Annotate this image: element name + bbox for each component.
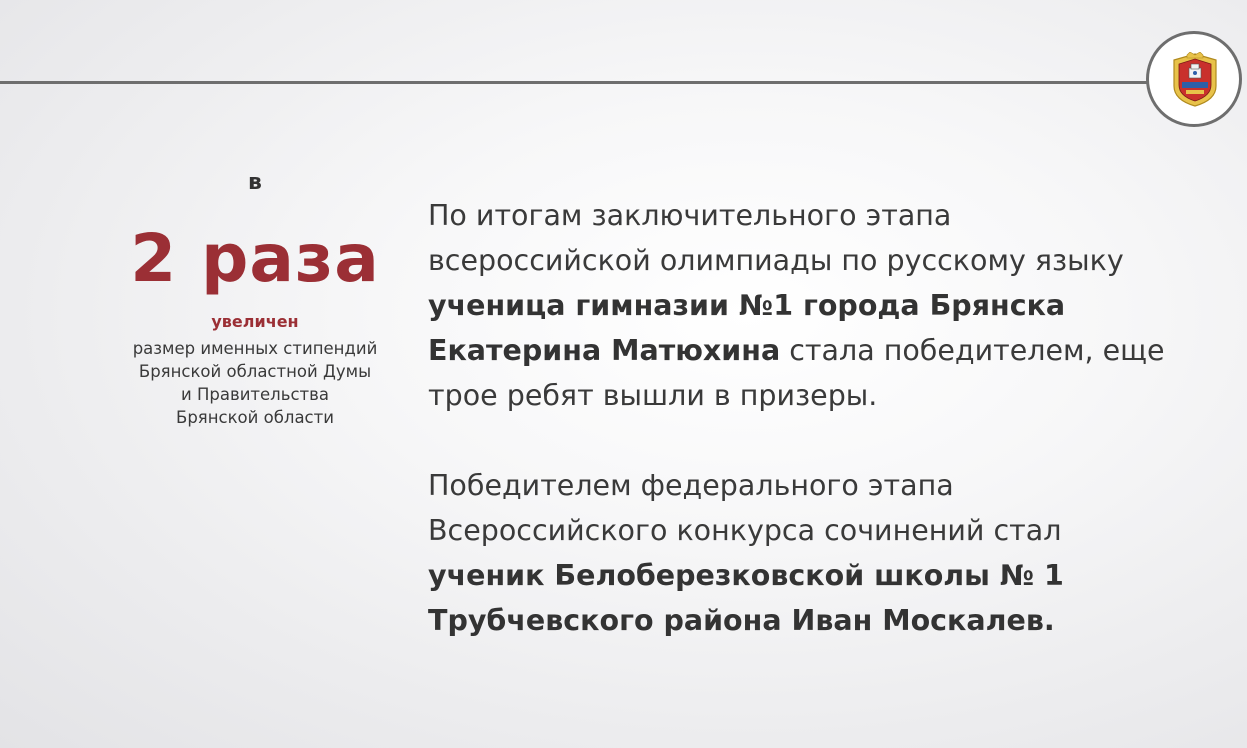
paragraph-line [428, 553, 1228, 598]
olympiad-paragraph [428, 193, 1228, 418]
paragraph-text: стала победителем, еще [780, 334, 1165, 367]
winner-school: ученик Белоберезковской школы № 1 [428, 559, 1064, 592]
paragraph-spacer [428, 418, 1228, 463]
paragraph-line [428, 283, 1228, 328]
achievements-text [428, 193, 1228, 643]
scholarship-description [100, 337, 410, 429]
description-line: Брянской области [176, 408, 334, 427]
paragraph-line [428, 598, 1228, 643]
winner-name: Екатерина Матюхина [428, 334, 781, 367]
highlight-number: 2 раза [130, 220, 380, 297]
description-line: размер именных стипендий [132, 339, 378, 358]
paragraph-line: Всероссийского конкурса сочинений стал [428, 514, 1062, 547]
winner-name: Трубчевского района Иван Москалев. [428, 604, 1055, 637]
header-divider [0, 81, 1150, 84]
description-line: и Правительства [181, 385, 329, 404]
paragraph-line: всероссийской олимпиады по русскому языку [428, 244, 1124, 277]
winner-school: ученица гимназии №1 города Брянска [428, 289, 1066, 322]
coat-of-arms-icon [1170, 52, 1220, 108]
emblem-badge [1146, 31, 1242, 127]
description-line: Брянской областной Думы [138, 362, 372, 381]
paragraph-line: трое ребят вышли в призеры. [428, 379, 878, 412]
increased-label: увеличен [211, 312, 299, 331]
prefix-text: в [248, 170, 262, 195]
paragraph-line: Победителем федерального этапа [428, 469, 954, 502]
paragraph-line: По итогам заключительного этапа [428, 199, 952, 232]
paragraph-line [428, 328, 1228, 373]
essay-contest-paragraph [428, 463, 1228, 643]
